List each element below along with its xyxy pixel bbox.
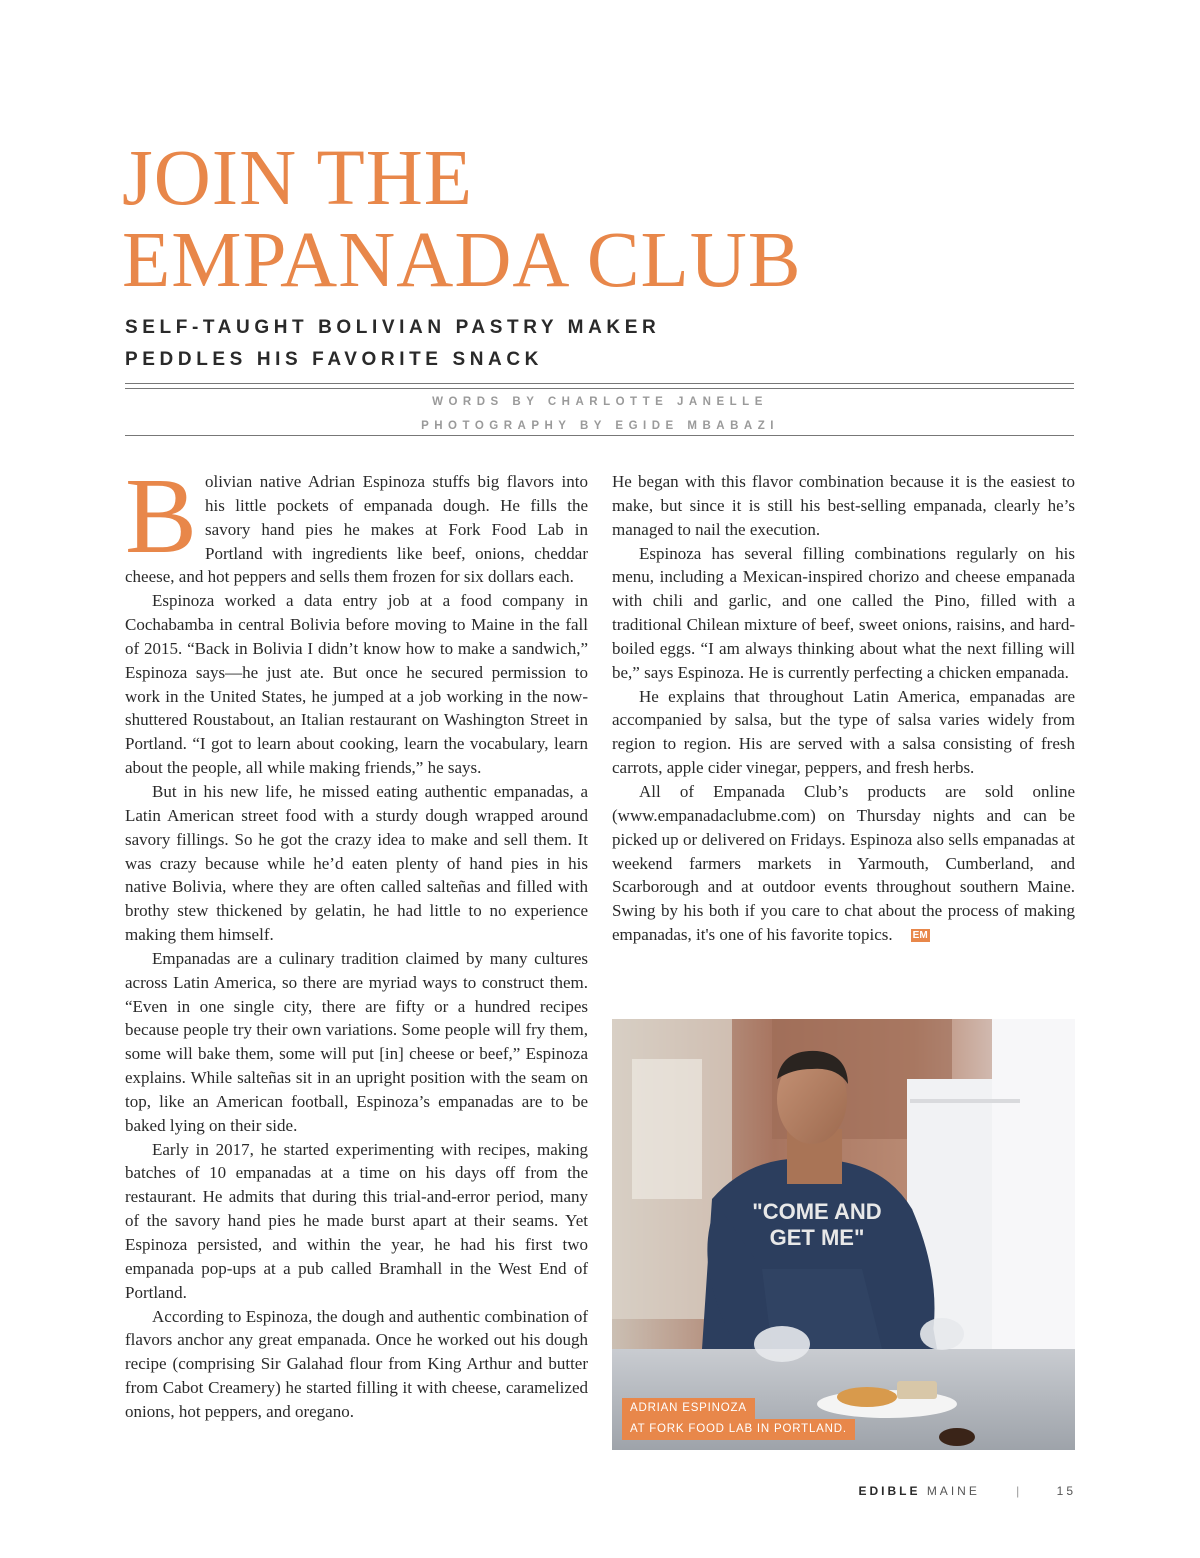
caption-line-1: ADRIAN ESPINOZA: [622, 1398, 755, 1419]
page-number: 15: [1056, 1484, 1076, 1498]
credit-words: WORDS BY CHARLOTTE JANELLE: [432, 396, 768, 408]
body-paragraph: Espinoza worked a data entry job at a food company in Cochabamba in central Bolivia before moving to Maine in the fall of 2015. “Back in Bolivia I didn’t know how to make a sandwich,” Espinoza says—he just ate. But once he secured permission to work in the United States, he jumped at a job working in the now-shuttered Roustabout, an Italian restaurant on Washington Street in Portland. “I got to learn about cooking, learn the vocabulary, learn about the people, all while making friends,” he says.: [125, 591, 588, 778]
footer-separator: |: [1016, 1484, 1023, 1498]
title-line-2: EMPANADA CLUB: [122, 217, 802, 304]
divider-double: [125, 383, 1074, 389]
page-footer: [858, 1484, 1076, 1498]
body-paragraph: According to Espinoza, the dough and authentic combination of flavors anchor any great empanada. Once he worked out his dough recipe (comprising Sir Galahad flour from King Arthur and butter from Cabot Creamery) he started filling it with cheese, caramelized onions, hot peppers, and oregano.: [125, 1306, 588, 1421]
magazine-brand: EDIBLE: [858, 1484, 921, 1498]
title-line-1: JOIN THE: [122, 135, 474, 222]
body-paragraph: [612, 780, 1075, 947]
body-paragraph: Empanadas are a culinary tradition claimed by many cultures across Latin America, so there are myriad ways to construct them. “Even in one single city, there are fifty or a hundred recipes because people try their own variations. Some people will fry them, some will bake them, some will put [in] cheese or beef,” Espinoza explains. While salteñas sit in an upright position with the seam on top, like an American football, Espinoza’s empanadas are to be baked lying on their side.: [125, 948, 588, 1135]
body-paragraph: But in his new life, he missed eating authentic empanadas, a Latin American street food with a sturdy dough wrapped around savory fillings. So he got the crazy idea to make and sell them. It was crazy because while he’d eaten plenty of hand pies in his native Bolivia, where they are often called salteñas and filled with brothy stew thickened by gelatin, he had little to no experience making them himself.: [125, 781, 588, 945]
body-paragraph: Early in 2017, he started experimenting with recipes, making batches of 10 empanadas at a time on his days off from the restaurant. He admits that during this trial-and-error period, many of the savory hand pies he made burst apart at their seams. Yet Espinoza persisted, and within the year, he had his first two empanada pop-ups at a pub called Bramhall in the West End of Portland.: [125, 1139, 588, 1302]
caption-line-2: AT FORK FOOD LAB IN PORTLAND.: [622, 1419, 855, 1440]
body-paragraph: Espinoza has several filling combinations regularly on his menu, including a Mexican-inspired chorizo and cheese empanada with chili and garlic, and one called the Pino, filled with a traditional Chilean mixture of beef, sweet onions, raisins, and hard-boiled eggs. “I am always thinking about what the next filling will be,” says Espinoza. He is currently perfecting a chicken empanada.: [612, 543, 1075, 682]
article-subtitle: [125, 312, 925, 376]
body-paragraph: He began with this flavor combination because it is the easiest to make, but since it is still his best-selling empanada, clearly he’s managed to nail the execution.: [612, 472, 1075, 539]
body-column-right: [612, 470, 1075, 947]
end-mark-logo: EM: [912, 930, 928, 942]
subtitle-line-2: PEDDLES HIS FAVORITE SNACK: [125, 349, 544, 370]
divider-single: [125, 435, 1074, 436]
paragraph-text: All of Empanada Club’s products are sold online (www.empanadaclubme.com) on Thursday nights and can be picked up or delivered on Fridays. Espinoza also sells empanadas at weekend farmers markets in Yarmouth, Cumberland, and Scarborough and at outdoor events throughout southern Maine. Swing by his both if you care to chat about the process of making empanadas, it's one of his favorite topics.: [612, 781, 1075, 945]
photo-caption: [622, 1398, 855, 1440]
shirt-print-line-2: GET ME": [769, 1225, 865, 1250]
drop-cap: B: [125, 457, 198, 576]
paragraph-text: olivian native Adrian Espinoza stuffs big flavors into his little pockets of empanada dough. He fills the savory hand pies he makes at Fork Food Lab in Portland with ingredients like beef, onions, cheddar cheese, and hot peppers and sells them frozen for six dollars each.: [125, 472, 588, 587]
subtitle-line-1: SELF-TAUGHT BOLIVIAN PASTRY MAKER: [125, 317, 661, 338]
body-paragraph: [125, 457, 588, 589]
credit-photography: PHOTOGRAPHY BY EGIDE MBABAZI: [421, 420, 779, 432]
magazine-region: MAINE: [926, 1484, 980, 1498]
body-column-left: [125, 457, 588, 1424]
byline: [380, 390, 820, 438]
article-title: [122, 135, 1082, 304]
body-paragraph: He explains that throughout Latin America, empanadas are accompanied by salsa, but the type of salsa varies widely from region to region. His are served with a salsa consisting of fresh carrots, apple cider vinegar, peppers, and fresh herbs.: [612, 686, 1075, 778]
shirt-print-line-1: "COME AND: [752, 1199, 882, 1224]
article-photo: [612, 1019, 1075, 1450]
